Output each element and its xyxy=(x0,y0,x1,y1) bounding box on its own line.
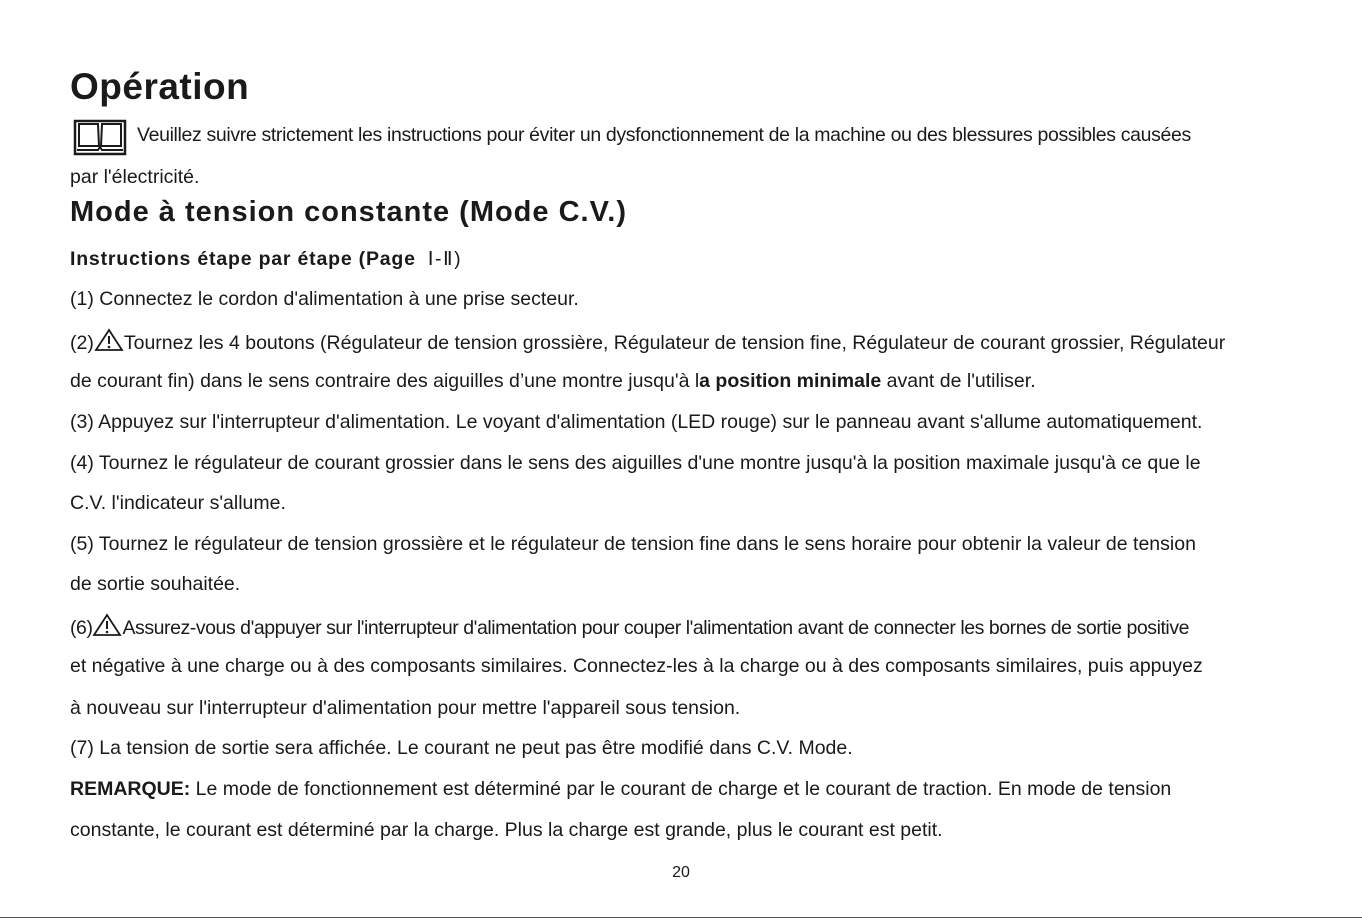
step-6-line2: et négative à une charge ou à des composants similaires. Connectez-les à la charge ou à des composants similaires, puis appuyez xyxy=(70,655,1203,677)
step-6-line3: à nouveau sur l'interrupteur d'alimentation pour mettre l'appareil sous tension. xyxy=(70,697,741,719)
step-5-line1: (5) Tournez le régulateur de tension grossière et le régulateur de tension fine dans le sens horaire pour obtenir la valeur de tension xyxy=(70,533,1196,555)
section-title: Mode à tension constante (Mode C.V.) xyxy=(70,196,627,228)
step-7: (7) La tension de sortie sera affichée. Le courant ne peut pas être modifié dans C.V. Mode. xyxy=(70,737,853,759)
step-1: (1) Connectez le cordon d'alimentation à une prise secteur. xyxy=(70,288,579,310)
subsection-title xyxy=(70,247,462,271)
step-2-line2 xyxy=(70,369,1036,393)
step-6-line1 xyxy=(70,613,1189,640)
warning-triangle-icon xyxy=(92,613,122,637)
page-title: Opération xyxy=(70,66,250,107)
note-label: REMARQUE: xyxy=(70,778,191,800)
step-2-text-line1: Tournez les 4 boutons (Régulateur de tension grossière, Régulateur de tension fine, Régulateur de courant grossier, Régulateur xyxy=(123,332,1226,354)
step-2-line1 xyxy=(70,328,1225,355)
intro-text-line2: par l'électricité. xyxy=(70,166,200,188)
step-3: (3) Appuyez sur l'interrupteur d'alimentation. Le voyant d'alimentation (LED rouge) sur le panneau avant s'allume automatiquement. xyxy=(70,411,1203,433)
step-2-text-line2-end: avant de l'utiliser. xyxy=(881,370,1036,392)
note-text-line1: Le mode de fonctionnement est déterminé par le courant de charge et le courant de traction. En mode de tension xyxy=(190,778,1172,800)
step-2-emphasis: a position minimale xyxy=(699,370,882,392)
subsection-title-text: Instructions étape par étape (Page xyxy=(70,248,416,270)
warning-triangle-icon xyxy=(94,328,124,352)
page-number: 20 xyxy=(672,864,690,881)
manual-book-icon xyxy=(72,117,128,157)
subsection-pages: Ⅰ-Ⅱ) xyxy=(427,248,463,270)
step-2-number: (2) xyxy=(70,332,94,354)
bottom-divider xyxy=(0,917,1362,918)
step-2-text-line2-start: de courant fin) dans le sens contraire des aiguilles d’une montre jusqu'à l xyxy=(70,370,700,392)
note-line2: constante, le courant est déterminé par la charge. Plus la charge est grande, plus le courant est petit. xyxy=(70,819,943,841)
step-4-line2: C.V. l'indicateur s'allume. xyxy=(70,492,286,514)
step-5-line2: de sortie souhaitée. xyxy=(70,573,241,595)
step-6-text-line1: Assurez-vous d'appuyer sur l'interrupteur d'alimentation pour couper l'alimentation avant de connecter les bornes de sortie positive xyxy=(122,617,1190,639)
step-4-line1: (4) Tournez le régulateur de courant grossier dans le sens des aiguilles d'une montre jusqu'à la position maximale jusqu'à ce que le xyxy=(70,452,1201,474)
step-6-number: (6) xyxy=(70,617,93,639)
intro-text-line1: Veuillez suivre strictement les instructions pour éviter un dysfonctionnement de la machine ou des blessures possibles causées xyxy=(137,124,1191,146)
note-line1 xyxy=(70,777,1171,801)
